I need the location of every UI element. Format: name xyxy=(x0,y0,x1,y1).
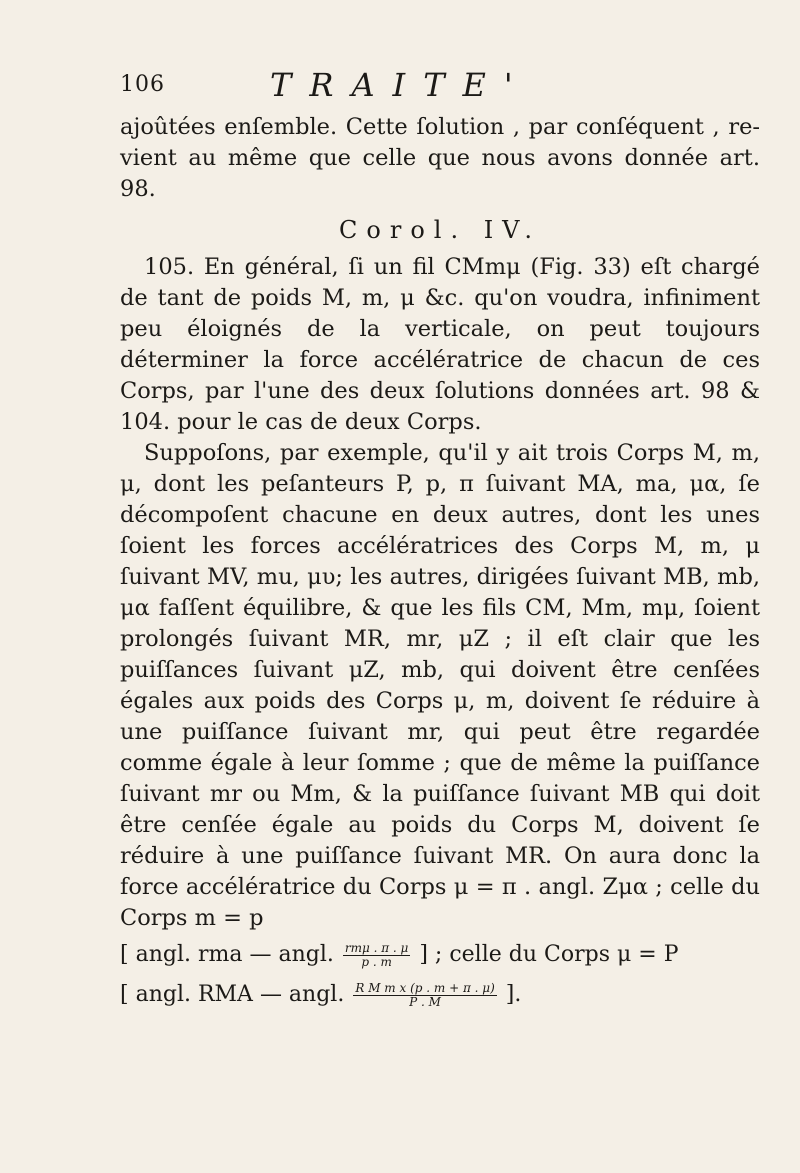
formula-line-2 xyxy=(120,980,760,1010)
body-text xyxy=(120,112,760,1016)
formula-2-numerator: R M m x (p . m + π . μ) xyxy=(355,980,495,995)
formula-1-fraction xyxy=(343,942,411,969)
page-header xyxy=(120,66,760,112)
paragraph-continuation: ajoûtées enſemble. Cette ſolution , par conſéquent , re-vient au même que celle que nous avons donnée art. 98. xyxy=(120,114,760,202)
formula-2-end: ]. xyxy=(505,982,522,1007)
formula-2-denominator: P . M xyxy=(409,994,441,1009)
formula-1-start: [ angl. rma — angl. xyxy=(120,942,334,967)
formula-2-start: [ angl. RMA — angl. xyxy=(120,982,345,1007)
formula-1-end: ] ; celle du Corps μ = P xyxy=(419,942,679,967)
corollary-heading: Corol. IV. xyxy=(339,216,541,244)
running-title: TRAITE' xyxy=(270,66,531,104)
paragraph-105: 105. En général, ſi un fil CMmμ (Fig. 33) eſt chargé de tant de poids M, m, μ &c. qu'on voudra, infiniment peu éloignés de la verticale, on peut toujours déterminer la force accélératrice de chacun de ces Corps, par l'une des deux ſolutions données art. 98 & 104. pour le cas de deux Corps. xyxy=(120,254,760,435)
formula-1-denominator: p . m xyxy=(361,954,392,969)
formula-2-fraction xyxy=(353,982,496,1009)
paragraph-example: Suppoſons, par exemple, qu'il y ait trois Corps M, m, μ, dont les peſanteurs P, p, π ſuivant MA, ma, μα, ſe décompoſent chacune en deux autres, dont les unes ſoient les forces accélératrices des Corps M, m, μ ſuivant MV, mu, μυ; les autres, dirigées ſuivant MB, mb, μα faſſent équilibre, & que les fils CM, Mm, mμ, ſoient prolongés ſuivant MR, mr, μZ ; il eſt clair que les puiſſances ſuivant μZ, mb, qui doivent être cenſées égales aux poids des Corps μ, m, doivent ſe réduire à une puiſſance ſuivant mr, qui peut être regardée comme égale à leur ſomme ; que de même la puiſſance ſuivant mr ou Mm, & la puiſſance ſuivant MB qui doit être cenſée égale au poids du Corps M, doivent ſe réduire à une puiſſance ſuivant MR. On aura donc la force accélératrice du Corps μ = π . angl. Zμα ; celle du Corps m = p xyxy=(120,440,760,931)
formula-1-numerator: rmμ . π . μ xyxy=(344,940,409,955)
formula-line-1 xyxy=(120,940,760,970)
page-number: 106 xyxy=(120,72,165,97)
